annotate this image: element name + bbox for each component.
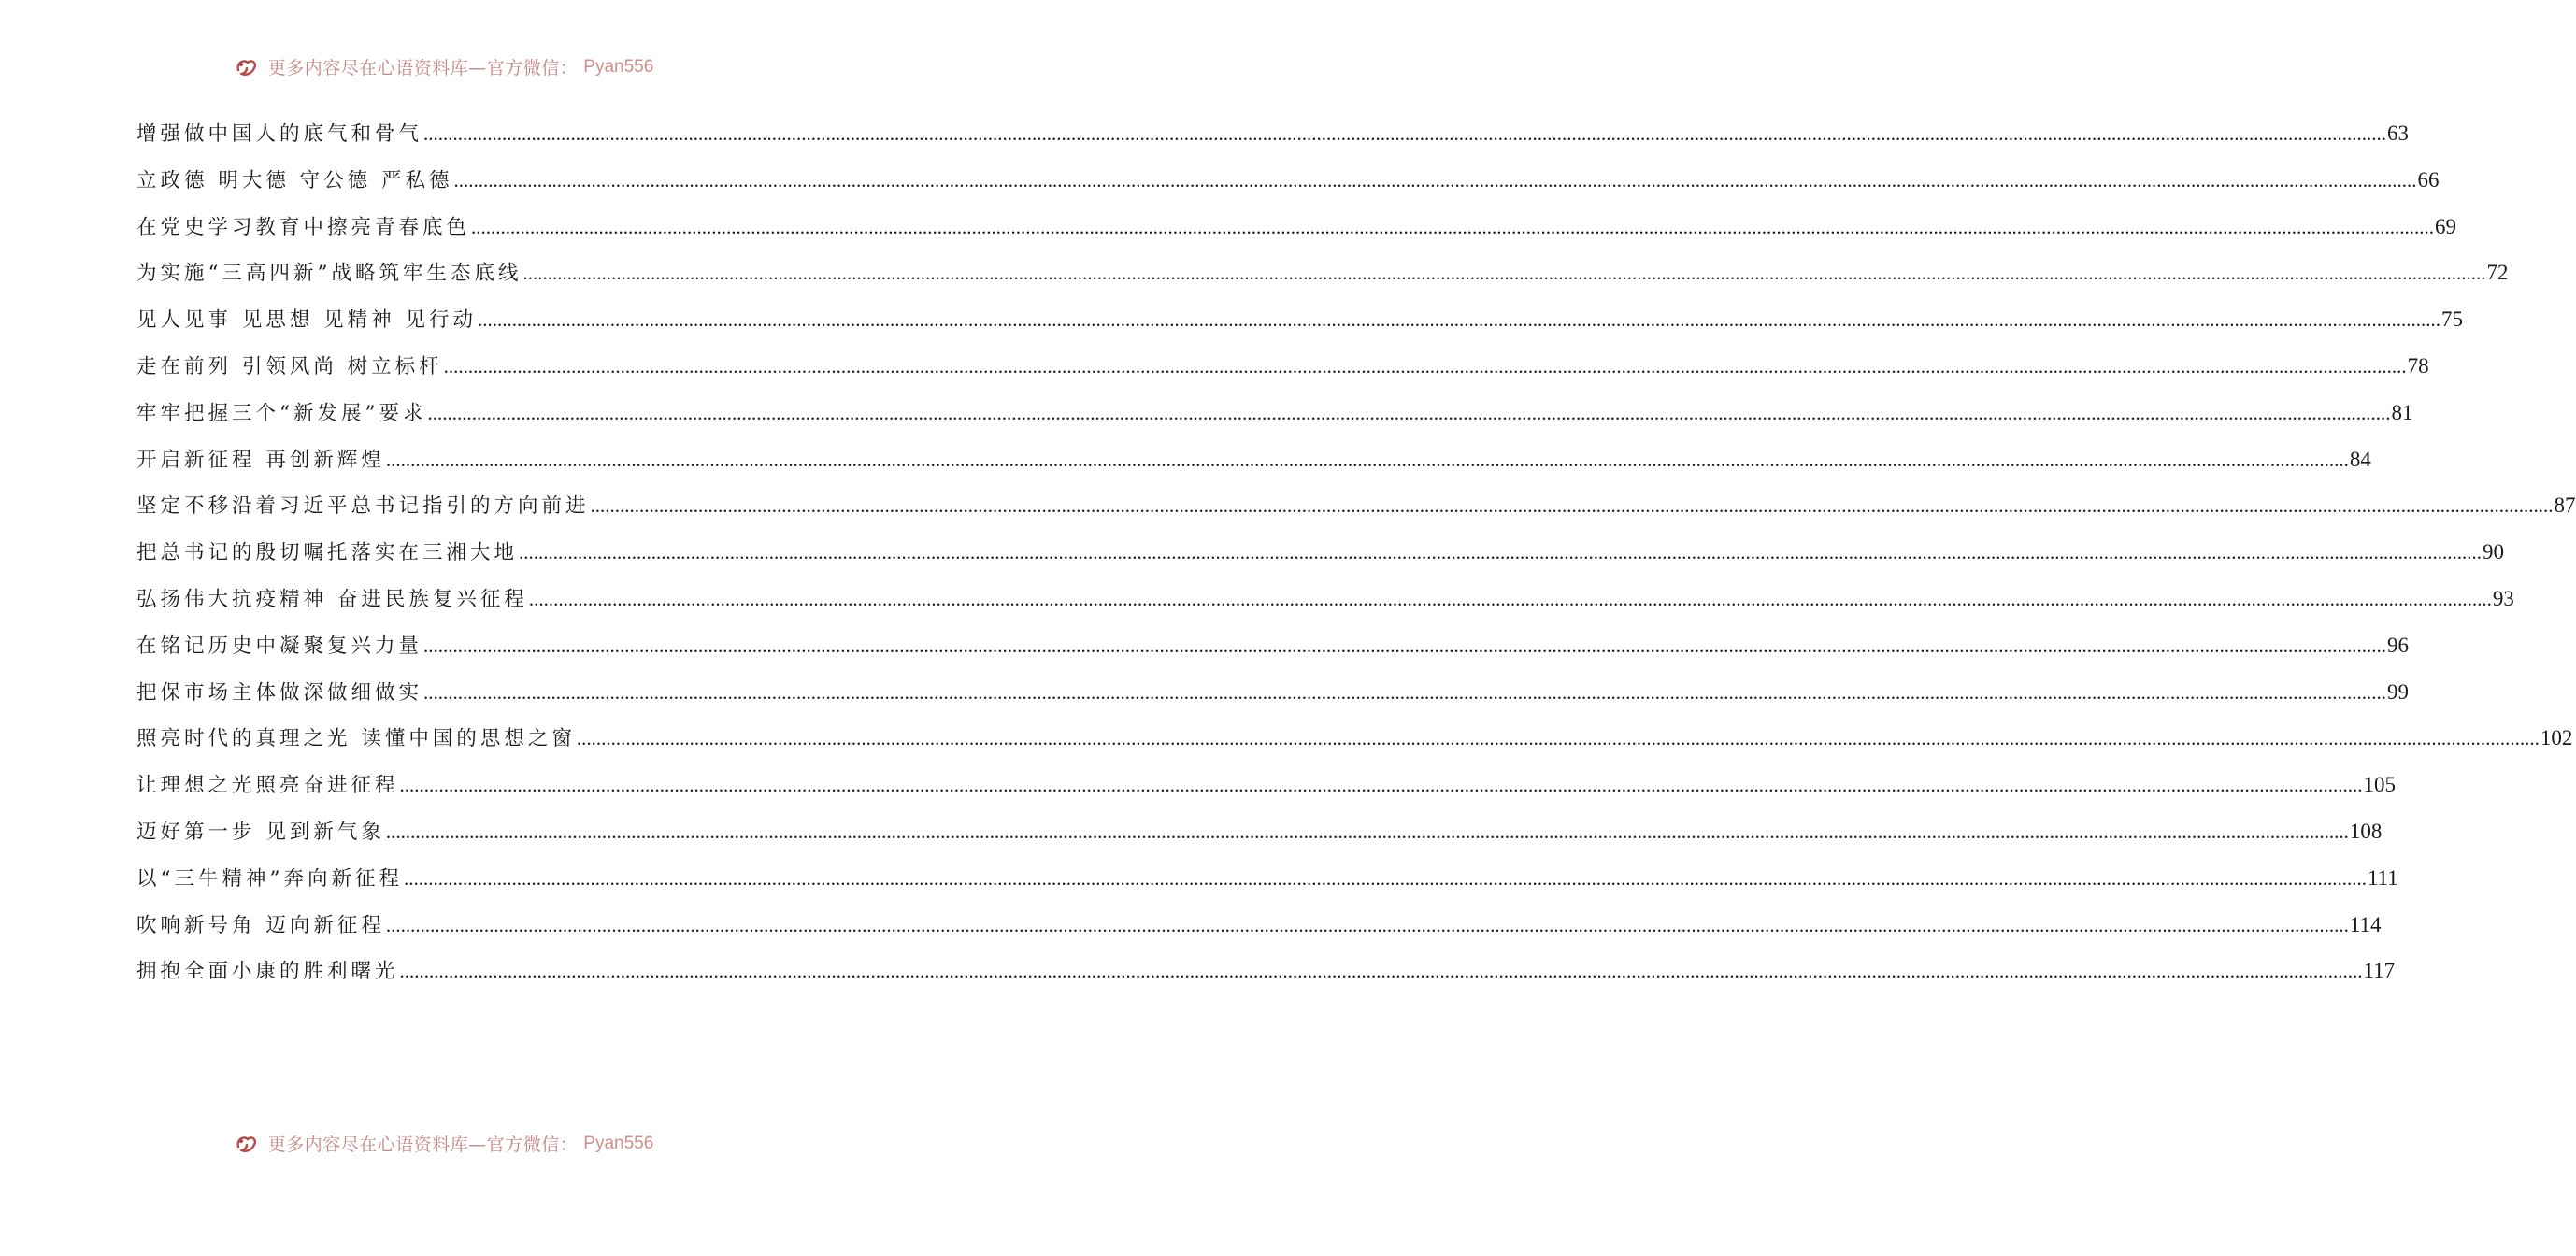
toc-leader-dots: ................................................................................................................................................................................................................................................................................................................................................................................................................ xyxy=(528,587,2492,610)
toc-leader-dots: ................................................................................................................................................................................................................................................................................................................................................................................................................ xyxy=(576,727,2540,750)
toc-leader-dots: ................................................................................................................................................................................................................................................................................................................................................................................................................ xyxy=(399,960,2363,983)
toc-entry-title: 拥抱全面小康的胜利曙光 xyxy=(136,960,399,984)
toc-leader-dots: ................................................................................................................................................................................................................................................................................................................................................................................................................ xyxy=(471,215,2435,238)
toc-entry-title: 在铭记历史中凝聚复兴力量 xyxy=(136,634,423,658)
toc-leader-dots: ................................................................................................................................................................................................................................................................................................................................................................................................................ xyxy=(443,354,2407,378)
toc-entry-title: 为实施“三高四新”战略筑牢生态底线 xyxy=(136,262,522,286)
toc-entry-page: 87 xyxy=(2554,493,2576,518)
toc-entry-page: 99 xyxy=(2387,679,2410,704)
toc-entry-page: 81 xyxy=(2391,400,2413,424)
toc-entry-page: 102 xyxy=(2540,726,2573,750)
toc-entry[interactable] xyxy=(136,816,2383,863)
toc-entry-page: 117 xyxy=(2363,959,2396,983)
toc-entry-title: 把保市场主体做深做细做实 xyxy=(136,680,423,705)
toc-entry-page: 114 xyxy=(2349,912,2382,936)
header-watermark xyxy=(0,54,888,78)
toc-entry[interactable] xyxy=(136,536,2505,583)
toc-entry-title: 增强做中国人的底气和骨气 xyxy=(136,122,423,146)
toc-entry[interactable] xyxy=(136,722,2573,769)
toc-entry-page: 96 xyxy=(2387,633,2410,657)
toc-entry[interactable] xyxy=(136,769,2397,816)
toc-entry[interactable] xyxy=(136,955,2396,1002)
toc-leader-dots: ................................................................................................................................................................................................................................................................................................................................................................................................................ xyxy=(423,634,2387,657)
toc-entry[interactable] xyxy=(136,863,2398,909)
toc-leader-dots: ................................................................................................................................................................................................................................................................................................................................................................................................................ xyxy=(399,774,2363,797)
toc-entry-page: 84 xyxy=(2349,447,2371,471)
toc-leader-dots: ................................................................................................................................................................................................................................................................................................................................................................................................................ xyxy=(478,308,2441,332)
toc-entry-title: 吹响新号角 迈向新征程 xyxy=(136,913,385,937)
toc-entry-title: 立政德 明大德 守公德 严私德 xyxy=(136,168,453,193)
toc-leader-dots: ................................................................................................................................................................................................................................................................................................................................................................................................................ xyxy=(427,401,2391,424)
toc-leader-dots: ................................................................................................................................................................................................................................................................................................................................................................................................................ xyxy=(522,262,2486,285)
toc-entry[interactable] xyxy=(136,118,2410,164)
toc-entry-title: 弘扬伟大抗疫精神 奋进民族复兴征程 xyxy=(136,587,528,611)
toc-entry-page: 93 xyxy=(2492,586,2514,610)
watermark-wechat: Pyan556 xyxy=(583,56,654,77)
toc-leader-dots: ................................................................................................................................................................................................................................................................................................................................................................................................................ xyxy=(590,494,2554,518)
toc-entry-title: 牢牢把握三个“新发展”要求 xyxy=(136,401,427,425)
toc-entry-title: 坚定不移沿着习近平总书记指引的方向前进 xyxy=(136,494,590,519)
watermark-wechat: Pyan556 xyxy=(583,1133,654,1153)
toc-entry[interactable] xyxy=(136,909,2382,956)
toc-entry-title: 在党史学习教育中擦亮青春底色 xyxy=(136,215,471,239)
toc-leader-dots: ................................................................................................................................................................................................................................................................................................................................................................................................................ xyxy=(385,820,2349,843)
toc-entry-page: 78 xyxy=(2407,353,2429,378)
toc-entry-title: 见人见事 见思想 见精神 见行动 xyxy=(136,308,478,333)
watermark-text: 更多内容尽在心语资料库—官方微信： xyxy=(267,1135,579,1155)
toc-entry-page: 111 xyxy=(2367,865,2398,890)
table-of-contents xyxy=(136,118,2576,1002)
toc-entry[interactable] xyxy=(136,583,2514,630)
toc-entry[interactable] xyxy=(136,257,2509,304)
toc-leader-dots: ................................................................................................................................................................................................................................................................................................................................................................................................................ xyxy=(385,448,2349,471)
toc-entry[interactable] xyxy=(136,211,2457,258)
brand-logo-icon xyxy=(235,1134,259,1154)
toc-entry[interactable] xyxy=(136,677,2410,723)
toc-leader-dots: ................................................................................................................................................................................................................................................................................................................................................................................................................ xyxy=(423,680,2387,704)
toc-entry-title: 让理想之光照亮奋进征程 xyxy=(136,774,399,798)
toc-entry-title: 照亮时代的真理之光 读懂中国的思想之窗 xyxy=(136,727,576,751)
watermark-text: 更多内容尽在心语资料库—官方微信： xyxy=(267,58,579,78)
toc-entry[interactable] xyxy=(136,350,2429,397)
toc-entry[interactable] xyxy=(136,444,2371,491)
toc-leader-dots: ................................................................................................................................................................................................................................................................................................................................................................................................................ xyxy=(423,122,2387,145)
toc-entry[interactable] xyxy=(136,164,2440,211)
toc-entry-page: 63 xyxy=(2387,121,2410,145)
toc-entry-page: 108 xyxy=(2349,819,2383,843)
toc-leader-dots: ................................................................................................................................................................................................................................................................................................................................................................................................................ xyxy=(403,866,2367,890)
toc-entry-page: 69 xyxy=(2435,214,2457,238)
toc-entry-page: 75 xyxy=(2441,307,2464,332)
footer-watermark xyxy=(0,1131,888,1155)
toc-entry-page: 66 xyxy=(2417,167,2440,192)
brand-logo-icon xyxy=(235,57,259,78)
toc-entry[interactable] xyxy=(136,490,2576,536)
toc-leader-dots: ................................................................................................................................................................................................................................................................................................................................................................................................................ xyxy=(385,913,2349,936)
toc-entry[interactable] xyxy=(136,630,2410,677)
toc-entry-title: 以“三牛精神”奔向新征程 xyxy=(136,866,403,891)
toc-entry-title: 开启新征程 再创新辉煌 xyxy=(136,448,385,472)
toc-entry[interactable] xyxy=(136,397,2413,444)
toc-entry-title: 迈好第一步 见到新气象 xyxy=(136,820,385,844)
toc-entry[interactable] xyxy=(136,304,2464,350)
toc-entry-page: 105 xyxy=(2363,773,2397,797)
toc-entry-title: 走在前列 引领风尚 树立标杆 xyxy=(136,354,443,378)
toc-entry-page: 90 xyxy=(2483,540,2505,564)
toc-leader-dots: ................................................................................................................................................................................................................................................................................................................................................................................................................ xyxy=(453,168,2417,192)
toc-entry-page: 72 xyxy=(2486,261,2509,285)
toc-entry-title: 把总书记的殷切嘱托落实在三湘大地 xyxy=(136,541,519,565)
toc-leader-dots: ................................................................................................................................................................................................................................................................................................................................................................................................................ xyxy=(519,541,2483,564)
